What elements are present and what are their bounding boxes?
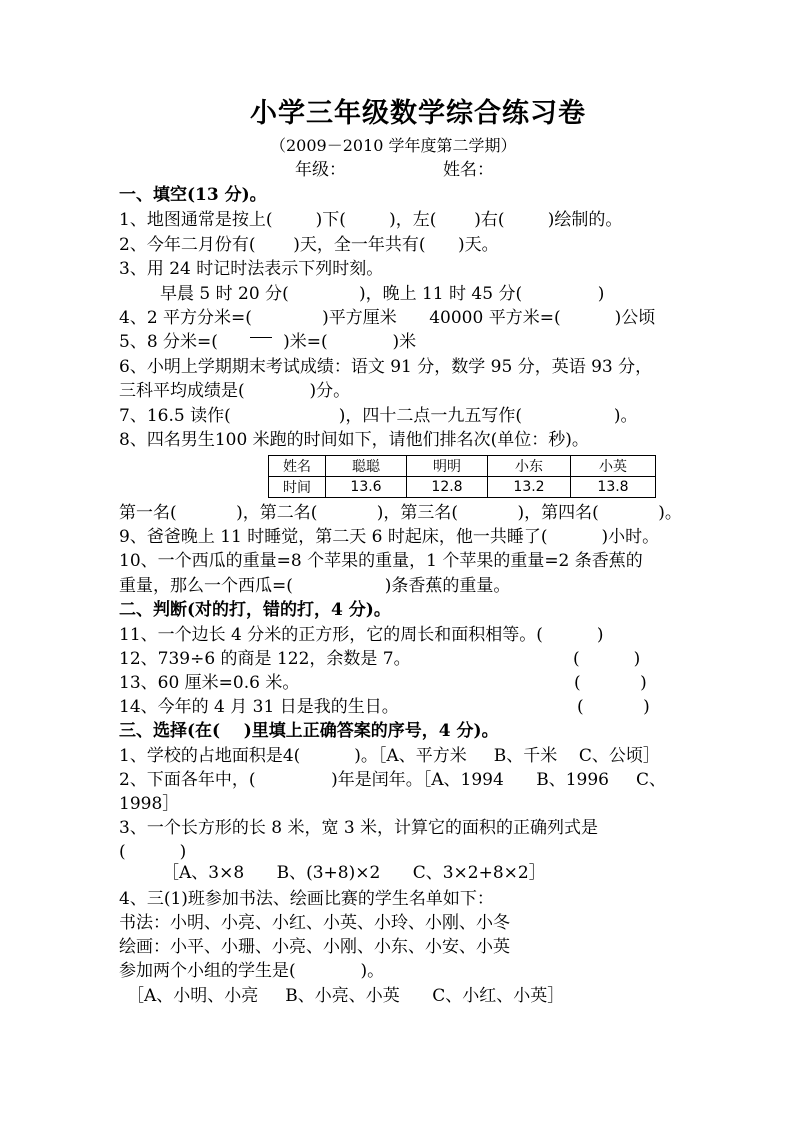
question-5 <box>119 331 416 353</box>
fraction-bar <box>250 337 272 338</box>
table-row <box>269 477 656 498</box>
calligraphy-list: 书法：小明、小亮、小红、小英、小玲、小刚、小冬 <box>119 913 510 933</box>
painting-list: 绘画：小平、小珊、小亮、小刚、小东、小安、小英 <box>119 937 510 957</box>
table-cell: 姓名 <box>269 456 326 477</box>
question-3: 3、用 24 时记时法表示下列时刻。 <box>119 259 384 279</box>
subtitle: （2009－2010 学年度第二学期） <box>270 136 517 155</box>
question-10-line-2: 重量，那么一个西瓜=( )条香蕉的重量。 <box>119 576 511 596</box>
question-6-line-1: 6、小明上学期期末考试成绩：语文 91 分，数学 95 分，英语 93 分， <box>119 357 653 377</box>
choice-3-line-2: ( ) <box>119 842 187 862</box>
question-5-part-b: )米=( )米 <box>283 332 417 352</box>
table-cell: 小东 <box>488 456 571 477</box>
choice-4-options: ［A、小明、小亮 B、小亮、小英 C、小红、小英］ <box>127 986 565 1006</box>
choice-4-question: 参加两个小组的学生是( )。 <box>119 961 385 981</box>
question-4: 4、2 平方分米=( )平方厘米 40000 平方米=( )公顷 <box>119 308 656 328</box>
name-label: 姓名： <box>443 160 494 180</box>
section-1-header: 一、填空(13 分)。 <box>119 185 267 205</box>
question-13: 13、60 厘米=0.6 米。 <box>119 673 300 693</box>
question-12-blank: ( ) <box>573 649 641 669</box>
table-row <box>269 456 656 477</box>
choice-4: 4、三(1)班参加书法、绘画比赛的学生名单如下： <box>119 889 494 909</box>
choice-1: 1、学校的占地面积是4( )。［A、平方米 B、千米 C、公顷］ <box>119 746 660 766</box>
question-9: 9、爸爸晚上 11 时睡觉，第二天 6 时起床，他一共睡了( )小时。 <box>119 527 660 547</box>
page-title: 小学三年级数学综合练习卷 <box>250 98 586 129</box>
question-14-blank: ( ) <box>577 697 650 717</box>
question-8: 8、四名男生100 米跑的时间如下，请他们排名次(单位：秒)。 <box>119 430 589 450</box>
question-3-parts: 早晨 5 时 20 分( )，晚上 11 时 45 分( ) <box>160 284 605 304</box>
question-10-line-1: 10、一个西瓜的重量=8 个苹果的重量，1 个苹果的重量=2 条香蕉的 <box>119 551 643 571</box>
question-2: 2、今年二月份有( )天，全一年共有( )天。 <box>119 235 499 255</box>
section-2-header: 二、判断(对的打，错的打，4 分)。 <box>119 600 391 620</box>
run-times-table <box>268 455 656 498</box>
question-7: 7、16.5 读作( )，四十二点一九五写作( )。 <box>119 406 638 426</box>
table-cell: 13.8 <box>571 477 656 498</box>
table-cell: 13.2 <box>488 477 571 498</box>
table-cell: 时间 <box>269 477 326 498</box>
question-14: 14、今年的 4 月 31 日是我的生日。 <box>119 697 399 717</box>
question-6-line-2: 三科平均成绩是( )分。 <box>119 381 351 401</box>
section-3-header: 三、选择(在( )里填上正确答案的序号，4 分)。 <box>119 721 499 741</box>
choice-2-line-2: 1998］ <box>119 794 180 814</box>
question-13-blank: ( ) <box>574 673 647 693</box>
question-12: 12、739÷6 的商是 122，余数是 7。 <box>119 649 411 669</box>
question-1: 1、地图通常是按上( )下( )，左( )右( )绘制的。 <box>119 210 623 230</box>
question-8-answer: 第一名( )，第二名( )，第三名( )，第四名( )。 <box>119 503 682 523</box>
question-11: 11、一个边长 4 分米的正方形，它的周长和面积相等。( ) <box>119 625 604 645</box>
table-cell: 12.8 <box>407 477 488 498</box>
table-cell: 聪聪 <box>326 456 407 477</box>
choice-3-line-1: 3、一个长方形的长 8 米，宽 3 米，计算它的面积的正确列式是 <box>119 818 599 838</box>
question-5-part-a: 5、8 分米=( <box>119 332 218 352</box>
choice-2-line-1: 2、下面各年中，( )年是闰年。［A、1994 B、1996 C、 <box>119 770 666 790</box>
choice-3-options: ［A、3×8 B、(3+8)×2 C、3×2+8×2］ <box>162 863 546 883</box>
grade-label: 年级： <box>295 160 346 180</box>
table-cell: 明明 <box>407 456 488 477</box>
table-cell: 13.6 <box>326 477 407 498</box>
table-cell: 小英 <box>571 456 656 477</box>
